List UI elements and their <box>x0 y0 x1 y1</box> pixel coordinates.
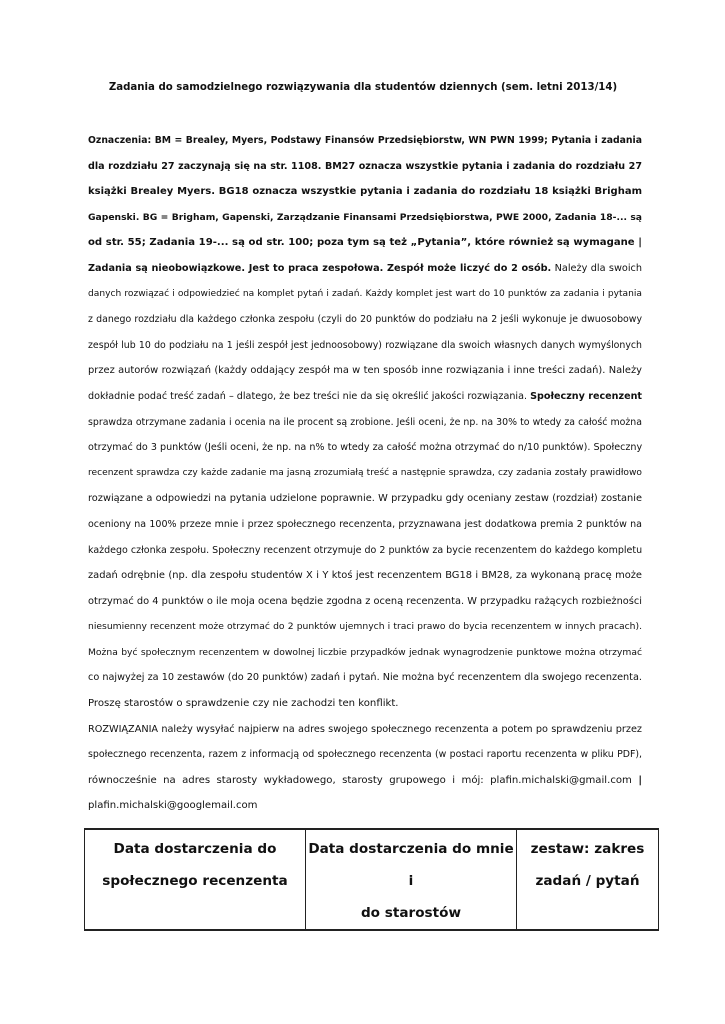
text-line <box>88 614 642 640</box>
text-line <box>88 384 642 410</box>
text-line <box>88 205 642 231</box>
regular-text: otrzymać do 4 punktów o ile moja ocena będzie zgodna z oceną recenzenta. W przypadku rażących rozbieżności <box>88 595 642 607</box>
table-header-row <box>85 829 659 930</box>
text-line <box>88 793 642 819</box>
header-line: zadań / pytań <box>535 873 640 889</box>
regular-text: społecznego recenzenta, razem z informacją od społecznego recenzenta (w postaci raportu recenzenta w pliku PDF), <box>88 749 642 761</box>
regular-text: ROZWIĄZANIA należy wysyłać najpierw na adres swojego społecznego recenzenta a potem po sprawdzeniu przez <box>88 723 642 735</box>
text-line <box>88 461 642 487</box>
text-line <box>88 410 642 436</box>
regular-text: danych rozwiązać i odpowiedzieć na komplet pytań i zadań. Każdy komplet jest wart do 10 punktów za zadania i pytania <box>88 288 642 299</box>
header-line: społecznego recenzenta <box>102 873 288 889</box>
header-line: do starostów <box>360 905 462 921</box>
text-line <box>88 640 642 666</box>
text-line <box>88 256 642 282</box>
header-cell-reviewer-date <box>85 829 306 930</box>
header-cell-teacher-date <box>306 829 517 930</box>
header-line: Data dostarczenia do <box>113 841 277 857</box>
text-line <box>88 589 642 615</box>
header-line: zestaw: zakres <box>530 841 645 857</box>
regular-text: z danego rozdziału dla każdego członka zespołu (czyli do 20 punktów do podziału na 2 jeśli wykonuje je dwuosobowy <box>88 314 642 326</box>
regular-text: Proszę starostów o sprawdzenie czy nie zachodzi ten konflikt. <box>88 698 399 710</box>
text-line <box>88 538 642 564</box>
header-line: Data dostarczenia do mnie i <box>308 841 514 889</box>
regular-text: sprawdza otrzymane zadania i ocenia na ile procent są zrobione. Jeśli oceni, że np. na 30% to wtedy za całość można <box>88 416 642 428</box>
bold-text: Oznaczenia: BM = Brealey, Myers, Podstawy Finansów Przedsiębiorstw, WN PWN 1999; Pytania i zadania <box>88 135 642 146</box>
regular-text: oceniony na 100% przeze mnie i przez społecznego recenzenta, przyznawana jest dodatkowa premia 2 punktów na <box>88 518 642 530</box>
delivery-table <box>84 828 659 931</box>
regular-text: otrzymać do 3 punktów (Jeśli oceni, że np. na n% to wtedy za całość można otrzymać do n/10 punktów). Społeczny <box>88 442 643 454</box>
regular-text: Należy dla swoich <box>551 262 642 274</box>
bold-text: Zadania są nieobowiązkowe. Jest to praca zespołowa. Zespół może liczyć do 2 osób. <box>88 262 552 274</box>
regular-text: recenzent sprawdza czy każde zadanie ma jasną zrozumiałą treść a następnie sprawdza, czy zadania zostały prawidłowo <box>88 467 642 478</box>
text-line <box>88 282 642 308</box>
text-line <box>88 230 642 256</box>
header-cell-scope <box>517 829 659 930</box>
regular-text: zespół lub 10 do podziału na 1 jeśli zespół jest jednoosobowy) rozwiązane dla swoich własnych danych wymyślonych <box>88 339 642 351</box>
regular-text: każdego członka zespołu. Społeczny recenzent otrzymuje do 2 punktów za bycie recenzentem do każdego kompletu <box>88 544 643 556</box>
regular-text: dokładnie podać treść zadań – dlatego, że bez treści nie da się określić jakości rozwiązania. <box>88 390 531 402</box>
bold-text: dla rozdziału 27 zaczynają się na str. 1108. BM27 oznacza wszystkie pytania i zadania do rozdziału 27 <box>88 160 642 172</box>
text-line <box>88 691 642 717</box>
bold-text: | <box>638 774 642 786</box>
text-line <box>88 154 642 180</box>
text-line <box>88 563 642 589</box>
text-line <box>88 358 642 384</box>
regular-text: równocześnie na adres starosty wykładowego, starosty grupowego i mój: plafin.michalski@gmail.com <box>88 774 639 786</box>
text-line <box>88 665 642 691</box>
text-line <box>88 717 642 743</box>
bold-text: książki Brealey Myers. BG18 oznacza wszystkie pytania i zadania do rozdziału 18 książki Brigham <box>88 186 642 198</box>
text-line <box>88 307 642 333</box>
text-line <box>88 179 642 205</box>
bold-text: od str. 55; Zadania 19-... są od str. 100; poza tym są też „Pytania”, które również są wymagane | <box>88 237 642 249</box>
bold-text: Społeczny recenzent <box>530 390 642 402</box>
text-line <box>88 333 642 359</box>
text-line <box>88 742 642 768</box>
regular-text: plafin.michalski@googlemail.com <box>88 800 258 812</box>
text-line <box>88 435 642 461</box>
bold-text: Gapenski. BG = Brigham, Gapenski, Zarządzanie Finansami Przedsiębiorstwa, PWE 2000, Zadania 18-... są <box>88 211 642 223</box>
text-line <box>88 768 642 794</box>
regular-text: rozwiązane a odpowiedzi na pytania udzielone poprawnie. W przypadku gdy oceniany zestaw (rozdział) zostanie <box>88 493 642 505</box>
regular-text: przez autorów rozwiązań (każdy oddający zespół ma w ten sposób inne rozwiązania i inne treści zadań). Należy <box>88 365 642 377</box>
regular-text: zadań odrębnie (np. dla zespołu studentów X i Y ktoś jest recenzentem BG18 i BM28, za wykonaną pracę może <box>88 570 642 582</box>
document-title: Zadania do samodzielnego rozwiązywania dla studentów dziennych (sem. letni 2013/14) <box>108 82 618 93</box>
text-line <box>88 486 642 512</box>
regular-text: niesumienny recenzent może otrzymać do 2 punktów ujemnych i traci prawo do bycia recenzentem w innych pracach). <box>88 621 642 633</box>
regular-text: co najwyżej za 10 zestawów (do 20 punktów) zadań i pytań. Nie można być recenzentem dla swojego recenzenta. <box>88 672 642 684</box>
document-body <box>88 128 642 819</box>
text-line <box>88 128 642 154</box>
regular-text: Można być społecznym recenzentem w dowolnej liczbie przypadków jednak wynagrodzenie punktowe można otrzymać <box>88 646 642 658</box>
text-line <box>88 512 642 538</box>
